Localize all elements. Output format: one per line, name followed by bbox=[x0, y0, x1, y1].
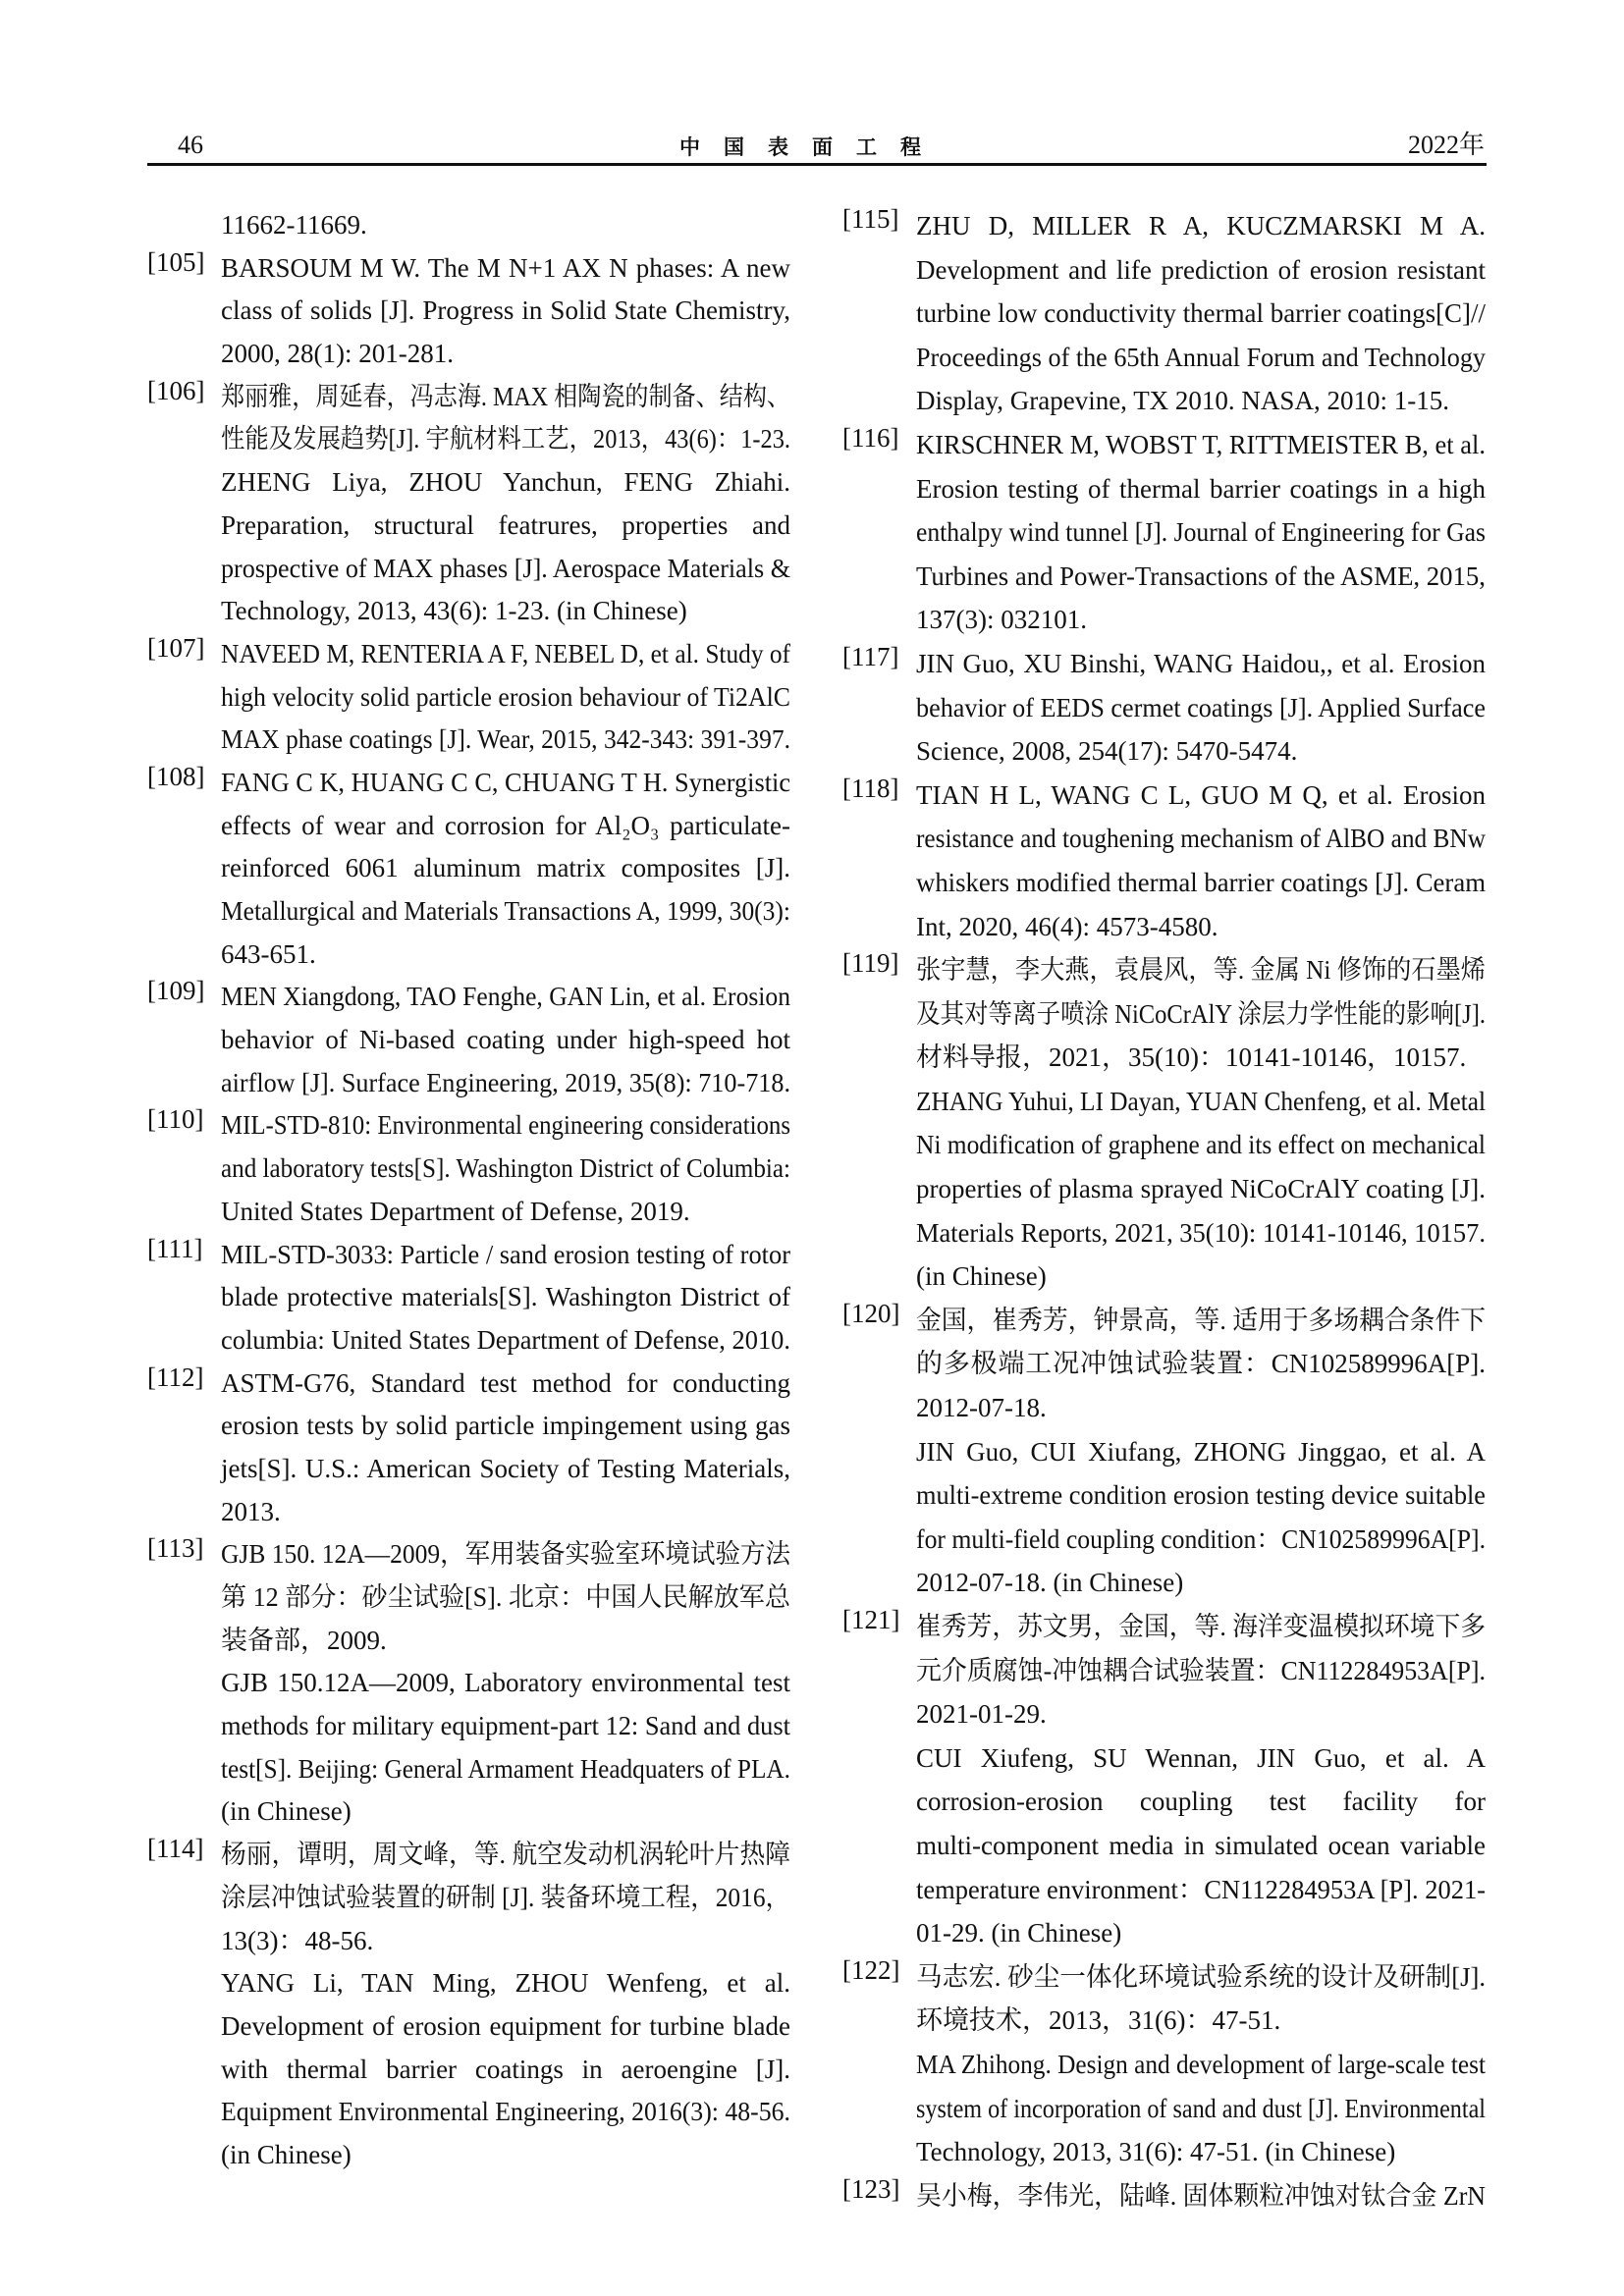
reference-line: 137(3): 032101. bbox=[916, 605, 1087, 635]
reference-entry bbox=[842, 948, 1490, 1299]
reference-line: (in Chinese) bbox=[221, 2139, 352, 2169]
left-column-references bbox=[147, 204, 795, 2177]
reference-line: 2000, 28(1): 201-281. bbox=[221, 339, 454, 369]
reference-line: Erosion testing of thermal barrier coatings in a high bbox=[916, 473, 1486, 504]
page-number: 46 bbox=[178, 131, 203, 159]
reference-number: [112] bbox=[147, 1362, 204, 1392]
reference-line: ZHANG Yuhui, LI Dayan, YUAN Chenfeng, et al. Metal bbox=[916, 1086, 1486, 1116]
reference-line: 崔秀芳，苏文男，金国，等. 海洋变温模拟环境下多 bbox=[916, 1612, 1486, 1641]
reference-line: resistance and toughening mechanism of AlBO and BNw bbox=[916, 824, 1486, 854]
reference-number: [109] bbox=[147, 976, 205, 1006]
reference-line: YANG Li, TAN Ming, ZHOU Wenfeng, et al. bbox=[221, 1968, 790, 1999]
reference-line: 643-651. bbox=[221, 938, 316, 969]
reference-number: [106] bbox=[147, 375, 205, 405]
reference-line: JIN Guo, XU Binshi, WANG Haidou,, et al. Erosion bbox=[916, 648, 1486, 678]
reference-line: Proceedings of the 65th Annual Forum and Technology bbox=[916, 342, 1486, 372]
reference-line: 2012-07-18. bbox=[916, 1393, 1047, 1423]
reference-entry bbox=[147, 204, 795, 247]
reference-line: 第 12 部分：砂尘试验[S]. 北京：中国人民解放军总 bbox=[221, 1582, 790, 1612]
reference-entry bbox=[147, 633, 795, 762]
reference-line: United States Department of Defense, 2019. bbox=[221, 1196, 690, 1226]
reference-line: behavior of EEDS cermet coatings [J]. Applied Surface bbox=[916, 692, 1486, 722]
reference-number: [113] bbox=[147, 1533, 204, 1564]
reference-line: properties of plasma sprayed NiCoCrAlY coating [J]. bbox=[916, 1174, 1486, 1204]
reference-line: Science, 2008, 254(17): 5470-5474. bbox=[916, 736, 1298, 767]
reference-entry bbox=[842, 2174, 1490, 2218]
reference-line: 01-29. (in Chinese) bbox=[916, 1918, 1122, 1949]
reference-entry bbox=[147, 247, 795, 376]
reference-number: [120] bbox=[842, 1298, 900, 1328]
reference-line: ZHU D, MILLER R A, KUCZMARSKI M A. bbox=[916, 211, 1486, 240]
reference-line: 2013. bbox=[221, 1496, 281, 1526]
reference-entry bbox=[147, 976, 795, 1104]
reference-line: Development of erosion equipment for turbine blade bbox=[221, 2010, 790, 2041]
reference-line: 金国，崔秀芳，钟景高，等. 适用于多场耦合条件下 bbox=[916, 1305, 1486, 1335]
reference-entry bbox=[842, 1605, 1490, 1955]
reference-number: [111] bbox=[147, 1233, 203, 1263]
reference-number: [121] bbox=[842, 1605, 900, 1634]
reference-line: 材料导报，2021，35(10)：10141-10146，10157. bbox=[916, 1042, 1467, 1073]
reference-number: [115] bbox=[842, 204, 899, 234]
reference-line: Preparation, structural featrures, properties and bbox=[221, 509, 790, 540]
reference-line: KIRSCHNER M, WOBST T, RITTMEISTER B, et al. bbox=[916, 429, 1486, 459]
reference-line: high velocity solid particle erosion behaviour of Ti2AlC bbox=[221, 681, 790, 712]
reference-line: 郑丽雅，周延春，冯志海. MAX 相陶瓷的制备、结构、 bbox=[221, 381, 790, 411]
reference-line: TIAN H L, WANG C L, GUO M Q, et al. Erosion bbox=[916, 779, 1486, 810]
reference-line: airflow [J]. Surface Engineering, 2019, 35(8): 710-718. bbox=[221, 1067, 790, 1097]
right-column-references bbox=[842, 204, 1490, 2217]
reference-line: 张宇慧，李大燕，袁晨风，等. 金属 Ni 修饰的石墨烯 bbox=[916, 955, 1486, 986]
reference-line: 的多极端工况冲蚀试验装置：CN102589996A[P]. bbox=[916, 1349, 1486, 1379]
reference-line: erosion tests by solid particle impingement using gas bbox=[221, 1411, 790, 1441]
reference-line: Display, Grapevine, TX 2010. NASA, 2010: 1-15. bbox=[916, 386, 1449, 416]
reference-line: corrosion-erosion coupling test facility for bbox=[916, 1787, 1486, 1817]
reference-line: 2012-07-18. (in Chinese) bbox=[916, 1568, 1184, 1598]
reference-line: behavior of Ni-based coating under high-speed hot bbox=[221, 1025, 790, 1055]
reference-line: Int, 2020, 46(4): 4573-4580. bbox=[916, 911, 1218, 941]
reference-line: 杨丽，谭明，周文峰，等. 航空发动机涡轮叶片热障 bbox=[221, 1840, 790, 1870]
reference-number: [118] bbox=[842, 773, 899, 803]
reference-entry bbox=[147, 1104, 795, 1233]
reference-line: MA Zhihong. Design and development of large-scale test bbox=[916, 2049, 1486, 2079]
header-rule bbox=[147, 163, 1487, 166]
reference-entry bbox=[842, 423, 1490, 642]
reference-line: MIL-STD-3033: Particle / sand erosion testing of rotor bbox=[221, 1239, 790, 1269]
reference-number: [119] bbox=[842, 948, 899, 979]
reference-line: ASTM-G76, Standard test method for conducting bbox=[221, 1367, 790, 1398]
reference-line: prospective of MAX phases [J]. Aerospace Materials & bbox=[221, 553, 790, 583]
reference-line: Ni modification of graphene and its effect on mechanical bbox=[916, 1130, 1486, 1160]
reference-number: [123] bbox=[842, 2173, 900, 2204]
reference-line: Technology, 2013, 31(6): 47-51. (in Chinese) bbox=[916, 2137, 1396, 2167]
reference-entry bbox=[842, 642, 1490, 774]
reference-line: class of solids [J]. Progress in Solid State Chemistry, bbox=[221, 295, 790, 326]
reference-line: 马志宏. 砂尘一体化环境试验系统的设计及研制[J]. bbox=[916, 1961, 1486, 1992]
reference-line: jets[S]. U.S.: American Society of Testing Materials, bbox=[221, 1453, 790, 1483]
reference-number: [108] bbox=[147, 761, 205, 791]
reference-line: BARSOUM M W. The M N+1 AX N phases: A new bbox=[221, 252, 790, 283]
reference-line: 2021-01-29. bbox=[916, 1699, 1047, 1730]
reference-number: [116] bbox=[842, 422, 899, 453]
reference-line: whiskers modified thermal barrier coatings [J]. Ceram bbox=[916, 867, 1486, 897]
reference-line: methods for military equipment-part 12: Sand and dust bbox=[221, 1711, 790, 1741]
reference-line: for multi-field coupling condition：CN102589996A[P]. bbox=[916, 1523, 1486, 1554]
reference-line: MIL-STD-810: Environmental engineering considerations bbox=[221, 1110, 790, 1141]
reference-entry bbox=[147, 1234, 795, 1362]
reference-line: turbine low conductivity thermal barrier coatings[C]// bbox=[916, 298, 1486, 329]
reference-entry bbox=[842, 1955, 1490, 2174]
reference-line: 性能及发展趋势[J]. 宇航材料工艺，2013，43(6)：1-23. bbox=[221, 424, 790, 454]
reference-line: temperature environment：CN112284953A [P]. 2021- bbox=[916, 1874, 1486, 1904]
reference-line: 装备部，2009. bbox=[221, 1625, 387, 1655]
reference-line: FANG C K, HUANG C C, CHUANG T H. Synergistic bbox=[221, 767, 790, 797]
reference-line: GJB 150. 12A—2009，军用装备实验室环境试验方法 bbox=[221, 1539, 790, 1570]
reference-line: columbia: United States Department of Defense, 2010. bbox=[221, 1324, 790, 1355]
reference-entry bbox=[147, 376, 795, 633]
reference-line: Development and life prediction of erosion resistant bbox=[916, 254, 1486, 285]
reference-line: GJB 150.12A—2009, Laboratory environmental test bbox=[221, 1668, 790, 1698]
reference-number: [107] bbox=[147, 632, 205, 663]
reference-line: multi-extreme condition erosion testing device suitable bbox=[916, 1480, 1486, 1511]
reference-line: blade protective materials[S]. Washington District of bbox=[221, 1282, 790, 1312]
reference-line: multi-component media in simulated ocean variable bbox=[916, 1830, 1486, 1860]
reference-line: enthalpy wind tunnel [J]. Journal of Engineering for Gas bbox=[916, 517, 1486, 548]
reference-line: and laboratory tests[S]. Washington District of Columbia: bbox=[221, 1153, 790, 1184]
reference-line: Technology, 2013, 43(6): 1-23. (in Chinese) bbox=[221, 596, 687, 626]
reference-line: Turbines and Power-Transactions of the ASME, 2015, bbox=[916, 561, 1486, 591]
reference-line: MEN Xiangdong, TAO Fenghe, GAN Lin, et al. Erosion bbox=[221, 982, 790, 1012]
reference-number: [105] bbox=[147, 246, 205, 277]
reference-entry bbox=[147, 1834, 795, 2177]
reference-number: [122] bbox=[842, 1954, 900, 1985]
reference-line: 环境技术，2013，31(6)：47-51. bbox=[916, 2005, 1281, 2036]
reference-entry bbox=[147, 1362, 795, 1534]
reference-line: Metallurgical and Materials Transactions A, 1999, 30(3): bbox=[221, 896, 790, 926]
reference-line: JIN Guo, CUI Xiufang, ZHONG Jinggao, et al. A bbox=[916, 1436, 1486, 1467]
reference-entry bbox=[147, 1533, 795, 1834]
reference-line: 元介质腐蚀-冲蚀耦合试验装置：CN112284953A[P]. bbox=[916, 1655, 1486, 1685]
journal-title: 中国表面工程 bbox=[679, 135, 945, 159]
reference-line: NAVEED M, RENTERIA A F, NEBEL D, et al. Study of bbox=[221, 638, 790, 668]
reference-entry bbox=[842, 774, 1490, 948]
reference-entry bbox=[147, 762, 795, 976]
reference-entry bbox=[842, 1299, 1490, 1605]
reference-line: Equipment Environmental Engineering, 2016(3): 48-56. bbox=[221, 2097, 790, 2127]
reference-line: reinforced 6061 aluminum matrix composites [J]. bbox=[221, 853, 790, 883]
reference-line: test[S]. Beijing: General Armament Headquaters of PLA. bbox=[221, 1753, 790, 1784]
issue-year: 2022年 bbox=[1407, 131, 1485, 159]
reference-line: 吴小梅，李伟光，陆峰. 固体颗粒冲蚀对钛合金 ZrN bbox=[916, 2180, 1486, 2211]
reference-line: effects of wear and corrosion for Al₂O₃ particulate- bbox=[221, 810, 790, 840]
reference-line: 13(3)：48-56. bbox=[221, 1925, 374, 1955]
reference-line: system of incorporation of sand and dust [J]. Environmental bbox=[916, 2093, 1486, 2123]
reference-line: 11662-11669. bbox=[221, 210, 367, 240]
reference-number: [114] bbox=[147, 1834, 204, 1864]
reference-line: (in Chinese) bbox=[221, 1796, 352, 1827]
reference-line: Materials Reports, 2021, 35(10): 10141-10146, 10157. bbox=[916, 1217, 1486, 1248]
reference-line: 及其对等离子喷涂 NiCoCrAlY 涂层力学性能的影响[J]. bbox=[916, 998, 1486, 1029]
reference-line: MAX phase coatings [J]. Wear, 2015, 342-343: 391-397. bbox=[221, 724, 790, 755]
reference-number: [110] bbox=[147, 1104, 204, 1135]
reference-entry bbox=[842, 204, 1490, 423]
reference-line: 涂层冲蚀试验装置的研制 [J]. 装备环境工程，2016， bbox=[221, 1882, 790, 1912]
reference-line: ZHENG Liya, ZHOU Yanchun, FENG Zhiahi. bbox=[221, 467, 790, 498]
reference-line: CUI Xiufeng, SU Wennan, JIN Guo, et al. A bbox=[916, 1742, 1486, 1773]
reference-line: (in Chinese) bbox=[916, 1261, 1047, 1292]
reference-number: [117] bbox=[842, 641, 899, 671]
reference-line: with thermal barrier coatings in aeroengine [J]. bbox=[221, 2054, 790, 2084]
